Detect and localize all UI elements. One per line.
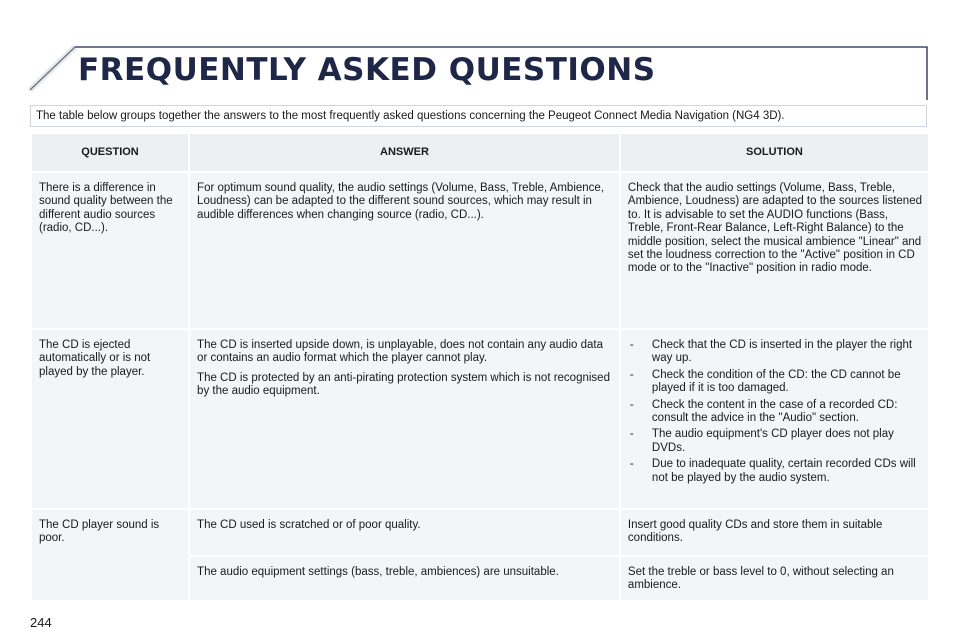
answer-paragraph: The CD is protected by an anti-pirating protection system which is not recognised by the audio equipment. (197, 371, 610, 398)
table-row (32, 173, 928, 328)
solution-cell: Check that the audio settings (Volume, Bass, Treble, Ambience, Loudness) are adapted to the sources listened to. It is advisable to set the AUDIO functions (Bass, Treble, Front-Rear Balance, Left-Right Balance) to the middle position, select the musical ambience "Linear" and set the loudness correction to the "Active" position in CD mode or to the "Inactive" position in radio mode. (621, 173, 928, 328)
header-question: QUESTION (32, 134, 188, 171)
answer-cell: The audio equipment settings (bass, treble, ambiences) are unsuitable. (190, 557, 619, 600)
solution-item: - Due to inadequate quality, certain recorded CDs will not be played by the audio system. (628, 458, 922, 485)
intro-text: The table below groups together the answers to the most frequently asked questions concerning the Peugeot Connect Media Navigation (NG4 3D). (30, 105, 927, 127)
page-number: 244 (30, 615, 52, 630)
solution-item: - Check the content in the case of a recorded CD: consult the advice in the "Audio" section. (628, 399, 922, 426)
question-cell: The CD player sound is poor. (32, 510, 188, 600)
faq-table (30, 132, 930, 602)
solution-item: - Check that the CD is inserted in the player the right way up. (628, 339, 922, 366)
solution-list (628, 339, 922, 485)
header-solution: SOLUTION (621, 134, 928, 171)
answer-cell (190, 330, 619, 508)
answer-paragraph: The CD is inserted upside down, is unplayable, does not contain any audio data or contains an audio format which the player cannot play. (197, 339, 604, 365)
table-header-row (32, 134, 928, 171)
table-row (32, 330, 928, 508)
header-answer: ANSWER (190, 134, 619, 171)
solution-item: - The audio equipment's CD player does not play DVDs. (628, 428, 922, 455)
table-row (32, 510, 928, 555)
question-cell: The CD is ejected automatically or is not played by the player. (32, 330, 188, 508)
solution-cell: Insert good quality CDs and store them in suitable conditions. (621, 510, 928, 555)
question-cell: There is a difference in sound quality between the different audio sources (radio, CD...). (32, 173, 188, 328)
solution-cell: Set the treble or bass level to 0, without selecting an ambience. (621, 557, 928, 600)
answer-cell: The CD used is scratched or of poor quality. (190, 510, 619, 555)
page-title: FREQUENTLY ASKED QUESTIONS (78, 52, 656, 88)
solution-item: - Check the condition of the CD: the CD cannot be played if it is too damaged. (628, 369, 922, 396)
solution-cell (621, 330, 928, 508)
answer-cell: For optimum sound quality, the audio settings (Volume, Bass, Treble, Ambience, Loudness) can be adapted to the different sound sources, which may result in audible differences when changing source (radio, CD...). (190, 173, 619, 328)
